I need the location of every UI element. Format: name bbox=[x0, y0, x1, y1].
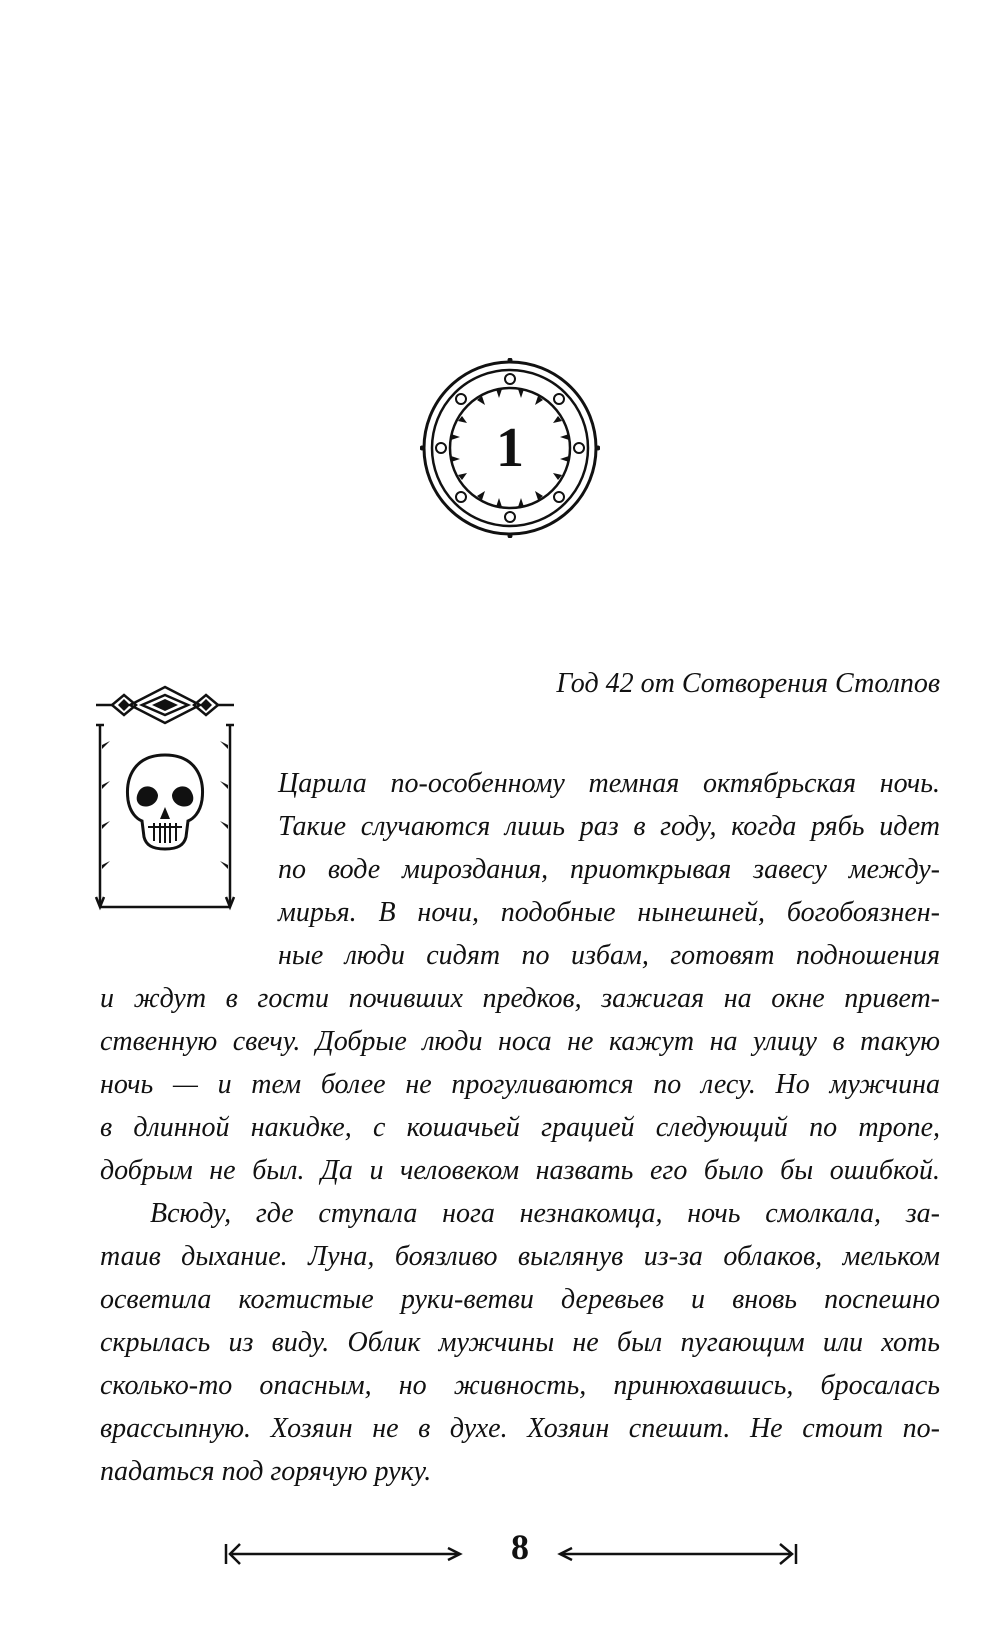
paragraph-1-continued bbox=[100, 977, 940, 1192]
text-line: мирья. В ночи, подобные нынешней, богобоязнен- bbox=[278, 897, 940, 928]
skull-banner-illustration bbox=[90, 685, 240, 945]
text-line: Такие случаются лишь раз в году, когда рябь идет bbox=[278, 811, 940, 842]
text-line: скрылась из виду. Облик мужчины не был пугающим или хоть bbox=[100, 1327, 940, 1358]
chapter-number: 1 bbox=[496, 417, 524, 479]
text-line: добрым не был. Да и человеком назвать его было бы ошибкой. bbox=[100, 1155, 940, 1186]
text-line: в длинной накидке, с кошачьей грацией следующий по тропе, bbox=[100, 1112, 940, 1143]
text-line: и ждут в гости почивших предков, зажигая на окне привет- bbox=[100, 983, 940, 1014]
text-line: Всюду, где ступала нога незнакомца, ночь смолкала, за- bbox=[150, 1198, 940, 1229]
chapter-date-line: Год 42 от Сотворения Столпов bbox=[556, 668, 940, 699]
text-line: Царила по-особенному темная октябрьская ночь. bbox=[278, 768, 940, 799]
text-line: осветила когтистые руки-ветви деревьев и вновь поспешно bbox=[100, 1284, 940, 1315]
text-line: врассыпную. Хозяин не в духе. Хозяин спешит. Не стоит по- bbox=[100, 1413, 940, 1444]
text-line: падаться под горячую руку. bbox=[100, 1456, 432, 1487]
text-line: ные люди сидят по избам, готовят подношения bbox=[278, 940, 940, 971]
text-line: ственную свечу. Добрые люди носа не кажут на улицу в такую bbox=[100, 1026, 940, 1057]
text-line: ночь — и тем более не прогуливаются по лесу. Но мужчина bbox=[100, 1069, 940, 1100]
text-line: таив дыхание. Луна, боязливо выглянув из-за облаков, мельком bbox=[100, 1241, 940, 1272]
paragraph-1-wrapped bbox=[278, 762, 940, 977]
text-line: сколько-то опасным, но живность, принюхавшись, бросалась bbox=[100, 1370, 940, 1401]
text-line: по воде мироздания, приоткрывая завесу между- bbox=[278, 854, 940, 885]
page-number: 8 bbox=[511, 1527, 529, 1567]
paragraph-2 bbox=[100, 1192, 940, 1493]
